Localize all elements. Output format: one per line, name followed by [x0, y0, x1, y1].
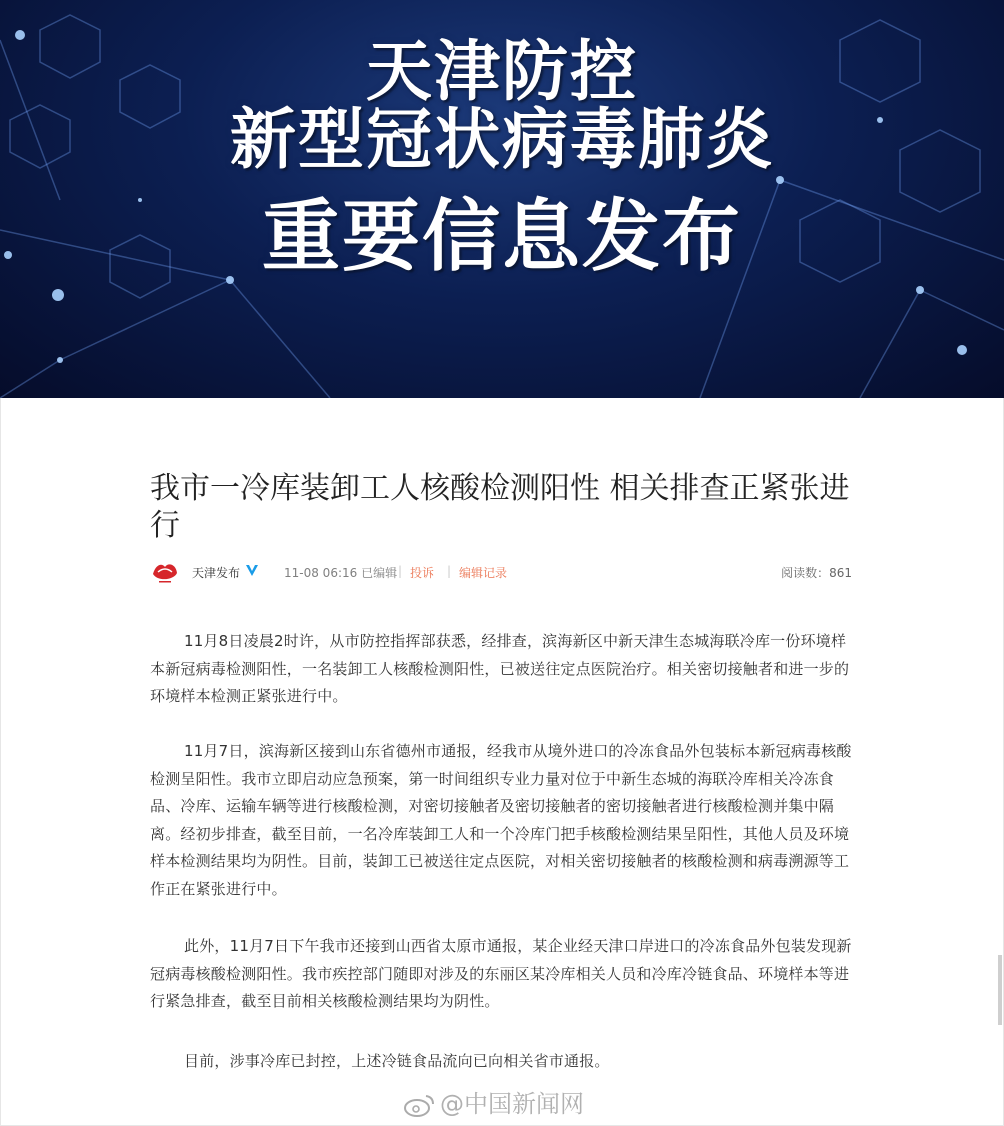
banner-title-line-1: 天津防控 — [366, 33, 638, 110]
article-meta — [150, 558, 854, 586]
meta-separator: | — [398, 564, 403, 578]
banner-title-line-3: 重要信息发布 — [261, 192, 742, 282]
article-paragraph: 11月8日凌晨2时许，从市防控指挥部获悉，经排查，滨海新区中新天津生态城海联冷库一份环境样本新冠病毒检测阳性，一名装卸工人核酸检测阳性，已被送往定点医院治疗。相关密切接触者和进一步的环境样本检测正紧张进行中。 — [150, 632, 850, 705]
scrollbar-thumb[interactable] — [998, 955, 1002, 1025]
source-watermark — [402, 1087, 584, 1121]
banner-title-line-2: 新型冠状病毒肺炎 — [230, 101, 774, 178]
article-paragraph: 此外，11月7日下午我市还接到山西省太原市通报，某企业经天津口岸进口的冷冻食品外包装发现新冠病毒核酸检测阳性。我市疾控部门随即对涉及的东丽区某冷库相关人员和冷库冷链食品、环境样本等进行紧急排查，截至目前相关核酸检测结果均为阴性。 — [150, 937, 852, 1010]
author-name-link[interactable]: 天津发布 — [192, 566, 241, 580]
author-avatar-icon[interactable] — [150, 558, 180, 586]
header-banner — [0, 0, 1004, 398]
meta-separator: | — [447, 564, 452, 578]
report-link[interactable]: 投诉 — [410, 566, 435, 580]
read-count: 阅读数：861 — [781, 566, 852, 580]
article-paragraph: 11月7日，滨海新区接到山东省德州市通报，经我市从境外进口的冷冻食品外包装标本新冠病毒核酸检测呈阳性。我市立即启动应急预案，第一时间组织专业力量对位于中新生态城的海联冷库相关冷冻食品、冷库、运输车辆等进行核酸检测，对密切接触者及密切接触者的密切接触者进行核酸检测并集中隔离。经初步排查，截至目前，一名冷库装卸工人和一个冷库门把手核酸检测结果呈阳性，其他人员及环境样本检测结果均为阴性。目前，装卸工已被送往定点医院，对相关密切接触者的核酸检测和病毒溯源等工作正在紧张进行中。 — [150, 742, 852, 898]
article-paragraph: 目前，涉事冷库已封控，上述冷链食品流向已向相关省市通报。 — [184, 1052, 610, 1070]
publish-time: 11-08 06:16 已编辑 — [284, 566, 398, 580]
verified-badge-icon — [244, 562, 260, 578]
weibo-logo-icon — [402, 1092, 436, 1118]
watermark-text: @中国新闻网 — [440, 1090, 584, 1118]
article-title: 我市一冷库装卸工人核酸检测阳性 相关排查正紧张进行 — [150, 471, 850, 543]
edit-history-link[interactable]: 编辑记录 — [459, 566, 508, 580]
